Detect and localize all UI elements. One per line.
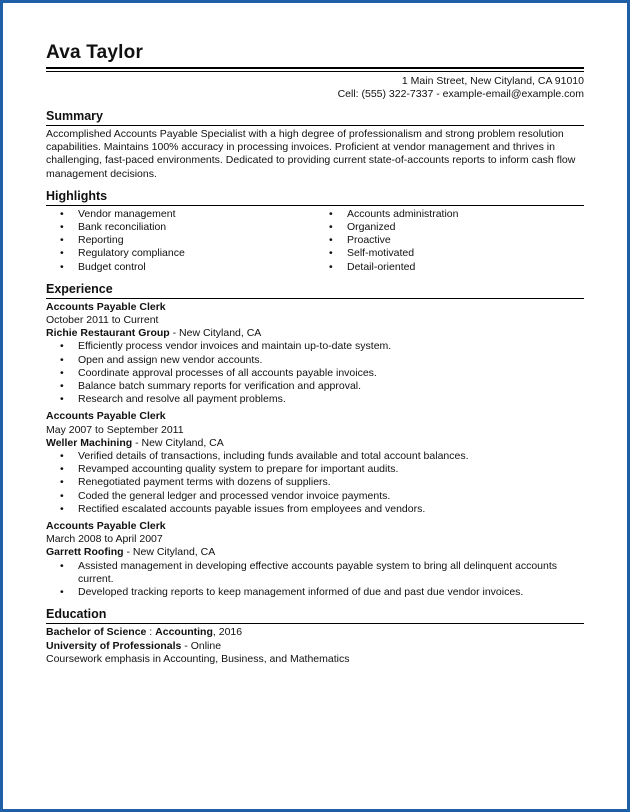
school-line [46,640,584,653]
duty-item: • Assisted management in developing effective accounts payable system to bring all delinquent accounts current. [46,560,584,586]
highlight-item: • Accounts administration [315,208,584,221]
degree-line [46,626,584,639]
highlight-item: • Budget control [46,261,315,274]
duty-item: • Rectified escalated accounts payable issues from employees and vendors. [46,503,584,516]
summary-heading: Summary [46,109,103,123]
contact-block [46,75,584,101]
resume-document [46,42,584,666]
highlights-heading: Highlights [46,188,108,203]
education-heading: Education [46,607,107,622]
summary-divider [46,125,584,126]
duty-item: • Coded the general ledger and processed vendor invoice payments. [46,490,584,503]
job-duties [46,340,584,406]
highlight-item: • Detail-oriented [315,261,584,274]
job-entry [46,301,584,407]
company-location: - New Cityland, CA [169,327,262,340]
address-line: 1 Main Street, New Cityland, CA 91010 [401,75,584,87]
job-duties [46,560,584,600]
candidate-name: Ava Taylor [46,42,144,63]
duty-item: • Developed tracking reports to keep management informed of due and past due vendor invoices. [46,586,584,599]
job-entry [46,520,584,599]
duty-item: • Coordinate approval processes of all accounts payable invoices. [46,367,584,380]
summary-text: Accomplished Accounts Payable Specialist with a high degree of professionalism and strong problem resolution capabilities. Maintains 100% accuracy in processing invoices. Proficient at vendor management and thrives in challenging, fast-paced environments. Dedicated to providing current state-of-accounts reports to inform cash flow management decisions. [46,128,576,180]
highlights-right-column [315,208,584,274]
experience-heading: Experience [46,281,113,296]
duty-item: • Research and resolve all payment problems. [46,393,584,406]
highlight-item: • Vendor management [46,208,315,221]
highlights-columns [46,208,584,274]
job-employer [46,327,584,340]
school-location: - Online [181,639,222,652]
job-dates: October 2011 to Current [46,314,159,327]
highlights-left-column [46,208,315,274]
job-employer [46,546,584,559]
header-divider [46,67,584,72]
duty-item: • Open and assign new vendor accounts. [46,354,584,367]
highlight-item: • Self-motivated [315,247,584,260]
job-title: Accounts Payable Clerk [46,410,166,423]
company-name: Richie Restaurant Group [46,327,170,340]
degree-separator: : [146,626,156,639]
duty-item: • Renegotiated payment terms with dozens of suppliers. [46,476,584,489]
highlight-item: • Organized [315,221,584,234]
degree-name: Bachelor of Science [46,626,147,639]
highlight-item: • Reporting [46,234,315,247]
degree-major: Accounting [155,626,213,639]
duty-item: • Verified details of transactions, including funds available and total account balances. [46,450,584,463]
job-entry [46,410,584,516]
highlight-item: • Proactive [315,234,584,247]
school-name: University of Professionals [46,639,182,652]
highlights-divider [46,205,584,206]
job-duties [46,450,584,516]
duty-item: • Efficiently process vendor invoices and maintain up-to-date system. [46,340,584,353]
highlight-item: • Bank reconciliation [46,221,315,234]
job-dates: May 2007 to September 2011 [46,423,184,436]
job-title: Accounts Payable Clerk [46,520,166,533]
company-name: Garrett Roofing [46,546,124,559]
coursework-line: Coursework emphasis in Accounting, Business, and Mathematics [46,652,350,665]
duty-item: • Revamped accounting quality system to prepare for important audits. [46,463,584,476]
duty-item: • Balance batch summary reports for verification and approval. [46,380,584,393]
job-employer [46,437,584,450]
job-title: Accounts Payable Clerk [46,300,166,313]
contact-line: Cell: (555) 322-7337 - example-email@example.com [337,88,584,100]
job-dates: March 2008 to April 2007 [46,533,163,546]
company-name: Weller Machining [46,436,133,449]
company-location: - New Cityland, CA [123,546,216,559]
experience-divider [46,298,584,299]
degree-year: , 2016 [212,626,243,639]
education-divider [46,623,584,624]
highlight-item: • Regulatory compliance [46,247,315,260]
company-location: - New Cityland, CA [132,436,224,449]
